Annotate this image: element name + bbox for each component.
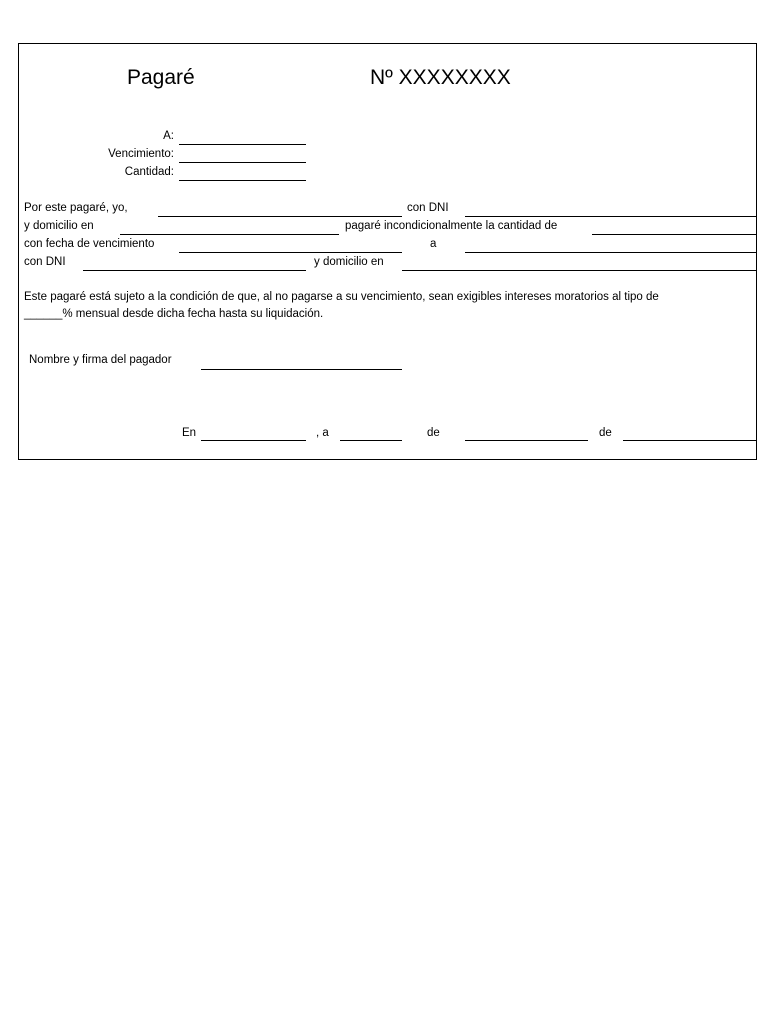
body-text-por-este-pagare: Por este pagaré, yo,: [24, 202, 128, 214]
body-text-con-dni: con DNI: [407, 202, 449, 214]
body-text-pagare-incondicionalmente: pagaré incondicionalmente la cantidad de: [345, 220, 558, 232]
month-label-de: de: [427, 427, 440, 439]
signature-line[interactable]: [201, 369, 402, 370]
payer-dni-line[interactable]: [465, 216, 757, 217]
payee-address-line[interactable]: [402, 270, 757, 271]
place-label-en: En: [182, 427, 197, 439]
body-text-con-dni-2: con DNI: [24, 256, 66, 268]
body-text-fecha-vencimiento: con fecha de vencimiento: [24, 238, 155, 250]
year-label-de: de: [599, 427, 612, 439]
day-line[interactable]: [340, 440, 402, 441]
document-number: Nº XXXXXXXX: [370, 66, 511, 89]
vencimiento-field-line[interactable]: [179, 162, 306, 163]
day-label-a: , a: [316, 427, 329, 439]
payee-dni-line[interactable]: [83, 270, 306, 271]
cantidad-label: Cantidad:: [124, 166, 174, 178]
month-line[interactable]: [465, 440, 588, 441]
body-text-a: a: [430, 238, 437, 250]
document-title: Pagaré: [127, 66, 195, 89]
amount-line[interactable]: [592, 234, 757, 235]
payee-line[interactable]: [465, 252, 757, 253]
body-text-domicilio-2: y domicilio en: [314, 256, 384, 268]
signature-label: Nombre y firma del pagador: [29, 354, 172, 366]
a-field-line[interactable]: [179, 144, 306, 145]
place-line[interactable]: [201, 440, 306, 441]
year-line[interactable]: [623, 440, 757, 441]
vencimiento-label: Vencimiento:: [108, 148, 174, 160]
payer-address-line[interactable]: [120, 234, 339, 235]
a-label: A:: [163, 130, 174, 142]
due-date-line[interactable]: [179, 252, 402, 253]
condition-text-line1: Este pagaré está sujeto a la condición de que, al no pagarse a su vencimiento, sean exigibles intereses moratorios al tipo de: [24, 291, 659, 303]
body-text-domicilio: y domicilio en: [24, 220, 94, 232]
payer-name-line[interactable]: [158, 216, 402, 217]
cantidad-field-line[interactable]: [179, 180, 306, 181]
condition-text-line2: ______% mensual desde dicha fecha hasta su liquidación.: [24, 308, 324, 320]
